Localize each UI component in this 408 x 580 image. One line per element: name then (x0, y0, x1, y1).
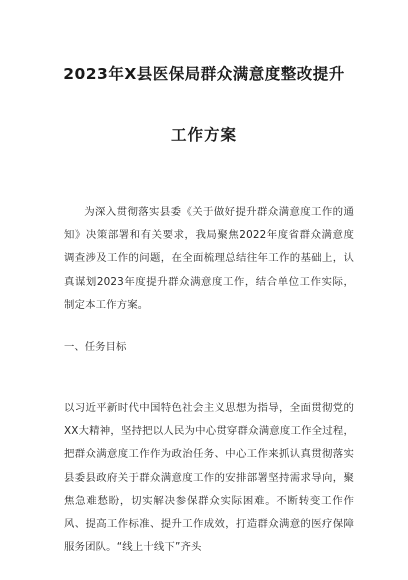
section-1-paragraph-text: 以习近平新时代中国特色社会主义思想为指导，全面贯彻党的XX大精神，坚持把以人民为中心贯穿群众满意度工作全过程，把群众满意度工作作为政治任务、中心工作来抓认真贯彻落实县委县政府关于群众满意度工作的安排部署坚持需求导向，聚焦急难愁盼，切实解决参保群众实际困难。不断转变工作作风、提高工作标准、提升工作成效，打造群众满意的医疗保障服务团队。“线上十线下”齐头 (64, 402, 354, 554)
document-title: 2023年X县医保局群众满意度整改提升 (63, 65, 345, 83)
document-subtitle: 工作方案 (170, 126, 237, 144)
section-1-paragraph (64, 397, 354, 559)
section-heading-task-goals: 一、任务目标 (64, 341, 127, 353)
intro-paragraph (64, 201, 354, 317)
intro-paragraph-text: 为深入贯彻落实县委《关于做好提升群众满意度工作的通知》决策部署和有关要求，我局聚焦2022年度省群众满意度调查涉及工作的问题，在全面梳理总结往年工作的基础上，认真谋划2023年度提升群众满意度工作，结合单位工作实际，制定本工作方案。 (64, 206, 354, 311)
